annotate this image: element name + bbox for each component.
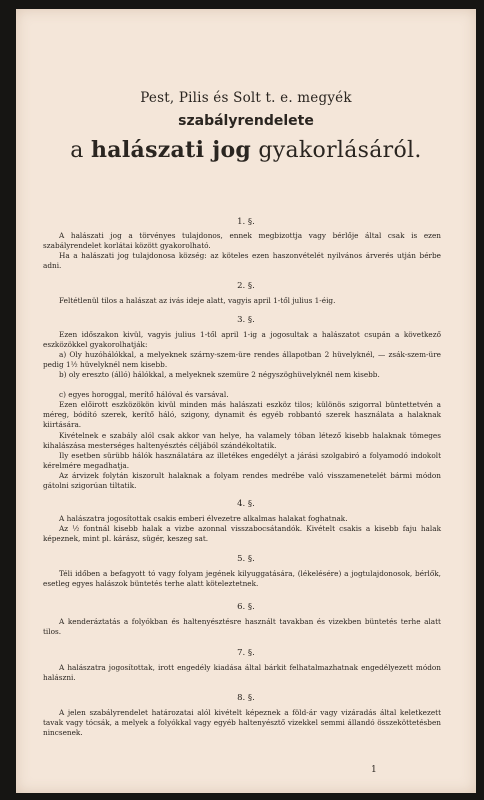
section-title: 6. §. xyxy=(237,602,255,612)
paragraph: Ily esetben sürübb hálók használatára az illetékes engedélyt a járási szolgabiró a folyamodó indokolt kérelmére megadhatja. xyxy=(43,451,441,471)
paragraph: b) oly ereszto (álló) hálókkal, a melyeknek szemüre 2 négyszöghüvelyknél nem kisebb. xyxy=(59,370,380,379)
paragraph: A jelen szabályrendelet határozatai alól kivételt képeznek a föld-ár vagy vizáradás által keletkezett tavak vagy tócsák, a melyek a folyókkal vagy egyéb haltenyésztő vizekkel semmi állandó összeköttetésben nincsenek. xyxy=(43,708,441,738)
section-title: 1. §. xyxy=(237,217,255,227)
paragraph: A halászati jog a törvényes tulajdonos, ennek megbizottja vagy bérlője által csak is ezen szabályrendelet korlátai között gyakorolható. xyxy=(43,231,441,251)
document-page xyxy=(16,9,476,793)
paragraph: a) Oly huzóhálókkal, a melyeknek szárny-szem-üre rendes állapotban 2 hüvelyknél, — zsák-szem-üre pedig 1½ hüvelyknél nem kisebb. xyxy=(43,350,441,370)
paragraph: A kenderáztatás a folyókban és haltenyésztésre használt tavakban és vizekben büntetés terhe alatt tilos. xyxy=(43,617,441,637)
section-title: 8. §. xyxy=(237,693,255,703)
paragraph: Kivételnek e szabály alól csak akkor van helye, ha valamely tóban létező kisebb halaknak tömeges kihalászása mesterséges haltenyésztés céljából szándékoltatik. xyxy=(43,431,441,451)
section-title: 3. §. xyxy=(237,315,255,325)
paragraph: Feltétlenül tilos a halászat az ivás ideje alatt, vagyis april 1-től julius 1-éig. xyxy=(59,296,336,305)
document-title: a halászati jog gyakorlásáról. xyxy=(70,137,422,163)
paragraph: c) egyes horoggal, merítő hálóval és varsával. xyxy=(59,390,229,399)
paragraph: A halászatra jogosítottak csakis emberi élvezetre alkalmas halakat foghatnak. xyxy=(59,514,348,523)
paragraph: Ha a halászati jog tulajdonosa község: az köteles ezen haszonvételét nyilvános árverés utján bérbe adni. xyxy=(43,251,441,271)
section-title: 7. §. xyxy=(237,648,255,658)
paragraph: Ezen előirott eszközökön kivül minden más halászati eszköz tilos; különös szigorral büntettetvén a méreg, bódító szerek, kerítő háló, szigony, dynamit és egyéb robbantó szerek használata a halaknak kiirtására. xyxy=(43,400,441,430)
document-type: szabályrendelete xyxy=(178,113,314,129)
section-title: 5. §. xyxy=(237,554,255,564)
paragraph: Ezen időszakon kivül, vagyis julius 1-től april 1-ig a jogosultak a halászatot csupán a következő eszközökkel gyakorolhatják: xyxy=(43,330,441,350)
section-title: 4. §. xyxy=(237,499,255,509)
paragraph: A halászatra jogosítottak, irott engedély kiadása által bárkit felhatalmazhatnak engedélyezett módon halászni. xyxy=(43,663,441,683)
paragraph: Az árvizek folytán kiszorult halaknak a folyam rendes medrébe való visszamenetelét bármi módon gátolni szigorúan tiltatik. xyxy=(43,471,441,491)
issuer-line: Pest, Pilis és Solt t. e. megyék xyxy=(140,90,352,106)
section-title: 2. §. xyxy=(237,281,255,291)
page-number: 1 xyxy=(371,765,377,775)
paragraph: Téli időben a befagyott tó vagy folyam jegének kilyuggatására, (lékelésére) a jogtulajdonosok, bérlők, esetleg egyes halászok büntetés terhe alatt köteleztetnek. xyxy=(43,569,441,589)
paragraph: Az ½ fontnál kisebb halak a vizbe azonnal visszabocsátandók. Kivételt csakis a kisebb faju halak képeznek, mint pl. kárász, sügér, keszeg sat. xyxy=(43,524,441,544)
